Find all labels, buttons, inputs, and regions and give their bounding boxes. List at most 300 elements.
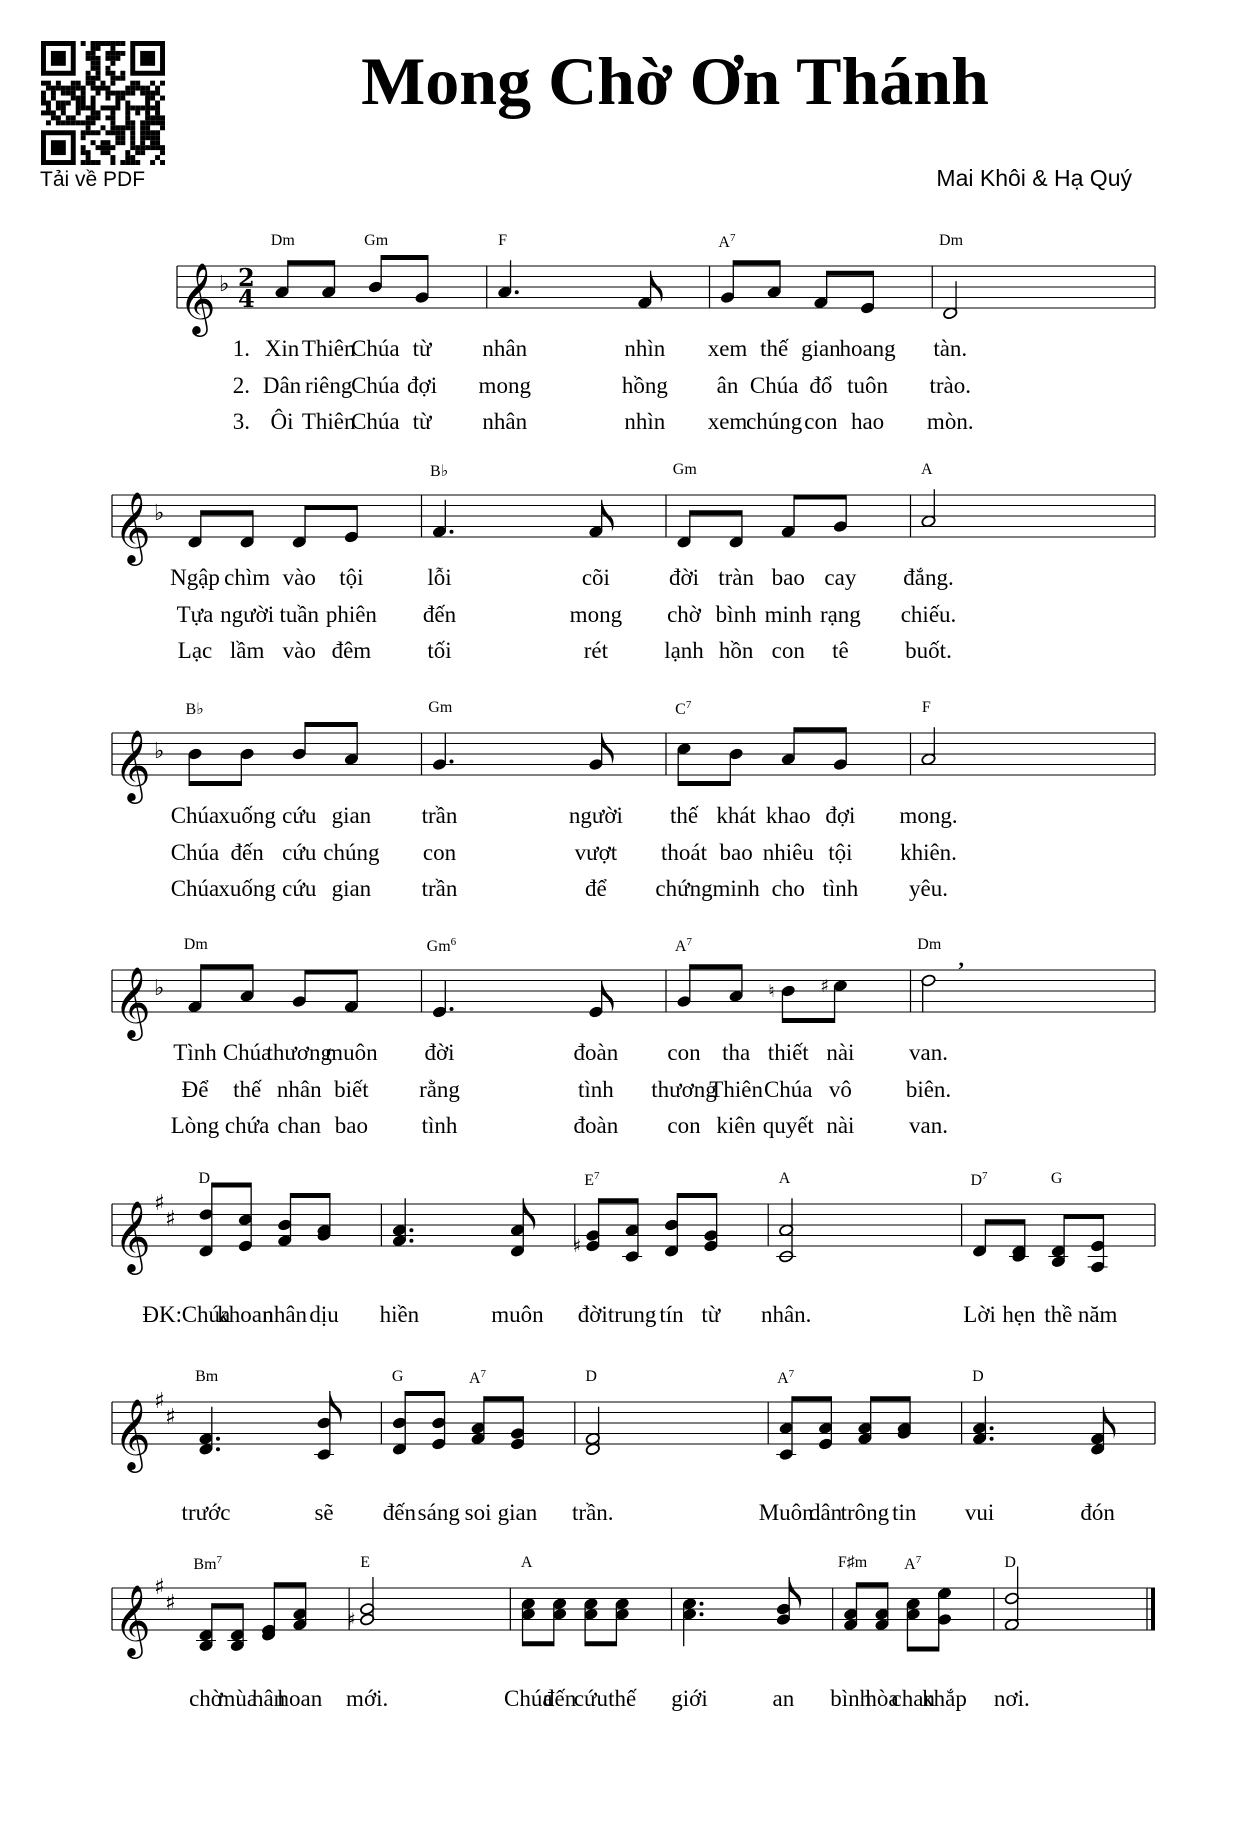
- treble-clef-icon: 𝄞: [114, 1397, 151, 1470]
- key-signature-flat-icon: ♭: [154, 739, 165, 764]
- lyric-syllable: cho: [771, 876, 805, 901]
- lyric-syllable: Chúa: [763, 1076, 813, 1102]
- lyric-syllable: tàn.: [933, 336, 968, 361]
- lyric-syllable: khiên.: [900, 839, 957, 865]
- key-signature-sharp-icon: ♯: [165, 1404, 176, 1430]
- lyric-syllable: hòa: [865, 1686, 899, 1711]
- beam: [794, 495, 846, 500]
- lyric-syllable: trần: [421, 876, 458, 901]
- lyric-syllable: từ: [701, 1302, 721, 1327]
- lyric-syllable: đợi: [825, 803, 856, 828]
- key-signature-flat-icon: ♭: [154, 976, 165, 1001]
- lyric-syllable: vượt: [574, 839, 618, 865]
- lyric-syllable: Chúa: [170, 876, 220, 901]
- lyric-syllable: tối: [427, 638, 452, 663]
- chord-root: Bm: [195, 1368, 219, 1385]
- lyric-syllable: dân: [808, 1500, 843, 1525]
- lyric-syllable: vào: [282, 638, 316, 663]
- lyric-syllable: chiếu.: [900, 601, 957, 627]
- chord-symbol: [430, 461, 448, 481]
- lyric-syllable: rét: [583, 638, 609, 663]
- lyric-syllable: từ: [412, 409, 432, 434]
- chord-root: E: [360, 1554, 371, 1571]
- chord-symbol: [675, 699, 691, 719]
- key-signature-flat-icon: ♭: [154, 501, 165, 526]
- lyric-syllable: Chúa: [181, 1302, 231, 1327]
- chord-root: A: [468, 1370, 481, 1387]
- lyric-syllable: chờ: [189, 1686, 223, 1711]
- lyric-syllable: hoan: [277, 1686, 323, 1711]
- lyric-syllable: xuống: [218, 803, 276, 828]
- lyric-syllable: chứng: [655, 876, 713, 901]
- beam: [856, 1582, 887, 1587]
- chord-extension: 7: [480, 1368, 487, 1380]
- chord-root: F: [498, 232, 507, 249]
- lyric-syllable: Muôn: [758, 1500, 814, 1525]
- lyric-syllable: cứu: [282, 839, 317, 865]
- beam: [677, 1193, 716, 1198]
- beam: [305, 970, 357, 975]
- lyric-syllable: đến: [543, 1686, 577, 1711]
- lyric-syllable: Lạc: [177, 638, 213, 663]
- chord-root: Dm: [917, 936, 942, 953]
- chord-symbol: [585, 1368, 597, 1386]
- beam: [690, 510, 742, 515]
- chord-root: F: [921, 699, 931, 716]
- chord-extension: 7: [686, 936, 692, 948]
- song-title: Mong Chờ Ơn Thánh: [361, 43, 989, 119]
- lyric-syllable: dịu: [309, 1302, 339, 1327]
- beam: [1064, 1214, 1103, 1219]
- lyric-syllable: thế: [669, 803, 699, 828]
- lyric-syllable: hiền: [379, 1302, 420, 1327]
- dot: [409, 1239, 413, 1243]
- lyric-syllable: tình: [421, 1113, 458, 1138]
- flag: [789, 1577, 801, 1609]
- lyric-syllable: thế: [760, 336, 789, 361]
- lyric-syllable: chìm: [224, 565, 271, 590]
- chord-extension: 7: [982, 1170, 988, 1182]
- lyric-syllable: giới: [671, 1686, 708, 1711]
- chord-symbol: [469, 1368, 486, 1388]
- lyric-syllable: van.: [909, 1040, 948, 1065]
- lyric-syllable: đời: [668, 565, 700, 590]
- chord-symbol: [360, 1554, 370, 1572]
- lyric-syllable: hao: [850, 409, 885, 434]
- chord-root: Gm: [428, 699, 453, 716]
- chord-symbol: [271, 232, 295, 250]
- chord-symbol: [838, 1554, 867, 1572]
- lyric-syllable: nài: [826, 1113, 855, 1138]
- lyric-syllable: Chúa: [351, 409, 400, 434]
- dot: [700, 1612, 704, 1616]
- lyric-syllable: từ: [412, 336, 432, 361]
- chord-symbol: [364, 232, 388, 250]
- lyric-syllable: lầm: [229, 638, 265, 663]
- chord-symbol: [1051, 1170, 1063, 1188]
- lyric-syllable: đoàn: [573, 1113, 619, 1138]
- beam: [871, 1396, 910, 1401]
- chord-root: A: [904, 1556, 916, 1573]
- lyric-syllable: đêm: [331, 638, 372, 663]
- lyric-syllable: Thiên: [301, 409, 356, 434]
- lyric-syllable: thế: [608, 1686, 637, 1711]
- lyric-syllable: thế: [233, 1076, 262, 1102]
- chord-extension: 7: [729, 232, 736, 244]
- chord-symbol: [186, 699, 204, 719]
- chord-symbol: [777, 1368, 794, 1388]
- chord-root: A: [520, 1554, 533, 1571]
- chord-symbol: [498, 232, 507, 250]
- lyric-syllable: gian: [331, 876, 372, 901]
- lyric-syllable: đến: [422, 601, 457, 627]
- chord-symbol: [427, 936, 457, 956]
- lyric-syllable: rằng: [419, 1076, 460, 1102]
- chord-root: D: [585, 1368, 597, 1385]
- chord-root: A: [778, 1170, 791, 1187]
- lyric-syllable: bao: [771, 565, 805, 590]
- chord-symbol: [1004, 1554, 1016, 1572]
- lyric-syllable: Để: [181, 1076, 209, 1102]
- chord-root: F♯m: [837, 1554, 868, 1571]
- lyric-syllable: đổ: [809, 372, 833, 398]
- lyric-syllable: bao: [334, 1113, 368, 1138]
- staff-system: [177, 255, 1155, 337]
- lyric-syllable: thương: [651, 1076, 717, 1102]
- chord-extension: 7: [685, 699, 692, 711]
- lyric-syllable: hồng: [621, 372, 668, 398]
- lyric-syllable: tình: [577, 1076, 614, 1102]
- chord-symbol: [718, 232, 735, 252]
- lyric-syllable: thề: [1044, 1302, 1073, 1327]
- lyric-syllable: con: [422, 839, 457, 865]
- accidental-icon: ♯: [820, 975, 830, 997]
- lyric-syllable: bình: [715, 601, 757, 627]
- dot: [450, 530, 454, 534]
- lyric-syllable: Chúa: [351, 372, 400, 398]
- treble-clef-icon: 𝄞: [114, 965, 151, 1038]
- chord-extension: 7: [788, 1368, 795, 1380]
- chord-root: B♭: [430, 463, 449, 480]
- key-signature-flat-icon: ♭: [219, 272, 230, 297]
- lyric-syllable: chan: [891, 1686, 935, 1711]
- lyric-syllable: sẽ: [314, 1500, 334, 1525]
- lyric-syllable: đến: [230, 839, 264, 865]
- lyric-syllable: thoát: [661, 839, 707, 865]
- lyric-syllable: tràn: [718, 565, 755, 590]
- chord-root: A: [718, 234, 730, 251]
- beam: [484, 1396, 523, 1401]
- chord-root: D: [970, 1172, 983, 1189]
- lyric-syllable: yêu.: [909, 876, 948, 901]
- lyric-syllable: trào.: [929, 372, 972, 398]
- lyric-syllable: Tựa: [176, 601, 214, 627]
- lyric-syllable: gian: [801, 336, 841, 361]
- lyric-syllable: Dân: [262, 372, 302, 398]
- lyric-syllable: Tình: [173, 1040, 217, 1065]
- lyric-syllable: minh: [764, 601, 812, 627]
- beam: [201, 510, 253, 515]
- verse-label: 1.: [232, 336, 250, 361]
- chord-extension: 7: [216, 1554, 223, 1566]
- lyric-syllable: quyết: [762, 1113, 814, 1138]
- lyric-syllable: riêng: [305, 372, 353, 398]
- dot: [216, 1437, 220, 1441]
- beam: [291, 1193, 330, 1198]
- lyric-syllable: đời: [424, 1040, 455, 1065]
- lyric-syllable: đoàn: [573, 1040, 619, 1065]
- staff-system: [112, 1567, 1155, 1660]
- flag: [602, 980, 614, 1012]
- beam: [212, 1183, 251, 1188]
- lyric-syllable: chứa: [224, 1113, 270, 1138]
- chord-root: Gm: [426, 938, 451, 955]
- lyric-syllable: đắng.: [903, 565, 954, 590]
- lyric-syllable: mới.: [346, 1686, 389, 1711]
- chord-root: D: [1004, 1554, 1016, 1571]
- chord-root: Gm: [672, 461, 697, 478]
- lyric-syllable: chúng: [323, 839, 380, 865]
- chord-symbol: [917, 936, 941, 954]
- lyric-syllable: kiên: [716, 1113, 756, 1138]
- chord-symbol: [939, 232, 963, 250]
- lyric-syllable: Thiên: [709, 1076, 763, 1102]
- beam: [305, 722, 357, 727]
- lyric-syllable: mong: [569, 601, 623, 627]
- beam: [405, 1391, 444, 1396]
- chord-symbol: [970, 1170, 987, 1190]
- lyric-syllable: chan: [277, 1113, 321, 1138]
- lyric-syllable: gian: [331, 803, 372, 828]
- chord-root: C: [675, 701, 686, 718]
- chord-root: A: [921, 461, 933, 478]
- lyric-syllable: gian: [497, 1500, 538, 1525]
- lyric-syllable: Chúa: [170, 839, 220, 865]
- chord-symbol: [193, 1554, 222, 1574]
- treble-clef-icon: 𝄞: [114, 1199, 151, 1272]
- verse-label: 3.: [232, 409, 250, 434]
- lyric-syllable: nhân: [482, 409, 528, 434]
- lyric-syllable: van.: [909, 1113, 948, 1138]
- staff-system: [112, 1183, 1155, 1276]
- final-barline: [1151, 1588, 1155, 1630]
- lyric-syllable: xem: [707, 336, 748, 361]
- dot: [450, 760, 454, 764]
- chord-symbol: [584, 1170, 599, 1190]
- chord-extension: 7: [593, 1170, 600, 1182]
- lyric-syllable: cứu: [282, 876, 317, 901]
- beam: [985, 1219, 1024, 1224]
- chord-root: A: [777, 1370, 789, 1387]
- chord-symbol: [675, 936, 692, 956]
- lyric-syllable: khắp: [922, 1686, 967, 1711]
- lyric-syllable: tình: [822, 876, 859, 901]
- lyric-syllable: nhân: [262, 1302, 308, 1327]
- chord-extension: 7: [915, 1554, 922, 1566]
- chord-root: G: [391, 1368, 404, 1385]
- beam: [599, 1198, 638, 1203]
- lyric-syllable: cay: [824, 565, 857, 590]
- lyric-syllable: Ôi: [270, 409, 294, 434]
- lyric-syllable: đón: [1080, 1500, 1115, 1525]
- lyric-syllable: nhiêu: [762, 839, 814, 865]
- lyric-syllable: mòn.: [926, 409, 974, 434]
- lyric-syllable: rạng: [819, 601, 861, 627]
- lyric-syllable: con: [667, 1113, 701, 1138]
- lyric-syllable: nhân.: [760, 1302, 812, 1327]
- lyric-syllable: tha: [722, 1040, 751, 1065]
- lyric-syllable: trông: [840, 1500, 890, 1525]
- time-signature: 2: [238, 263, 255, 292]
- beam: [288, 260, 335, 265]
- accidental-icon: ♯: [347, 1609, 356, 1631]
- beam: [274, 1582, 305, 1587]
- chord-symbol: [921, 461, 933, 479]
- beam: [907, 1647, 938, 1652]
- lyric-syllable: cứu: [282, 803, 317, 828]
- lyric-syllable: lỗi: [427, 565, 452, 590]
- lyric-syllable: ân: [716, 372, 739, 398]
- chord-root: Dm: [183, 936, 208, 953]
- lyric-syllable: hồn: [718, 638, 754, 663]
- chord-symbol: [199, 1170, 211, 1188]
- beam: [733, 260, 780, 265]
- lyric-syllable: chúng: [746, 409, 803, 434]
- lyric-syllable: con: [804, 409, 838, 434]
- dot: [990, 1437, 994, 1441]
- beam: [585, 1641, 616, 1646]
- lyric-syllable: Chúa: [749, 372, 799, 398]
- lyric-syllable: hân: [251, 1686, 286, 1711]
- lyric-syllable: nài: [826, 1040, 855, 1065]
- lyric-syllable: phiên: [325, 601, 377, 627]
- lyric-syllable: trước: [181, 1500, 231, 1525]
- staff-system: [112, 1389, 1155, 1473]
- key-signature-sharp-icon: ♯: [165, 1206, 176, 1232]
- flag: [602, 733, 614, 765]
- lyric-syllable: muôn: [325, 1040, 378, 1065]
- dot: [216, 1447, 220, 1451]
- lyric-syllable: người: [568, 803, 623, 828]
- treble-clef-icon: 𝄞: [114, 728, 151, 801]
- lyric-syllable: tê: [832, 638, 849, 663]
- key-signature-sharp-icon: ♯: [165, 1590, 176, 1616]
- lyric-syllable: Lòng: [170, 1113, 220, 1138]
- lyric-syllable: cõi: [581, 565, 610, 590]
- lyric-syllable: trung: [607, 1302, 657, 1327]
- lyric-syllable: tin: [892, 1500, 917, 1525]
- lyric-syllable: biên.: [905, 1076, 952, 1102]
- chord-root: Gm: [364, 232, 389, 249]
- lyric-syllable: nhân: [482, 336, 528, 361]
- lyric-syllable: bao: [719, 839, 753, 865]
- lyric-syllable: thiết: [767, 1040, 809, 1065]
- dot: [450, 1007, 454, 1011]
- dot: [515, 290, 519, 294]
- chord-symbol: [195, 1368, 218, 1386]
- lyric-syllable: nhân: [276, 1076, 322, 1102]
- lyric-syllable: an: [772, 1686, 795, 1711]
- lyric-syllable: nơi.: [993, 1686, 1030, 1711]
- chord-root: Bm: [193, 1556, 217, 1573]
- dot: [990, 1426, 994, 1430]
- lyric-syllable: người: [220, 601, 275, 627]
- lyric-syllable: khoan: [217, 1302, 274, 1327]
- beam: [792, 1396, 831, 1401]
- chord-symbol: [922, 699, 931, 717]
- lyric-syllable: mùa: [217, 1686, 258, 1711]
- beam: [678, 781, 730, 786]
- chord-root: D: [198, 1170, 211, 1187]
- breath-mark-icon: ,: [958, 946, 964, 971]
- chord-root: E: [584, 1172, 594, 1189]
- chord-extension: 6: [450, 936, 457, 948]
- lyric-syllable: để: [585, 876, 607, 901]
- chord-symbol: [184, 936, 208, 954]
- chord-symbol: [521, 1554, 533, 1572]
- lyric-syllable: tín: [659, 1302, 684, 1327]
- staff-system: [112, 946, 1155, 1041]
- chord-root: D: [972, 1368, 984, 1385]
- lyric-syllable: hẹn: [1002, 1302, 1036, 1327]
- lyric-syllable: xuống: [218, 876, 276, 901]
- lyric-syllable: cứu: [573, 1686, 608, 1711]
- lyric-syllable: bình: [830, 1686, 872, 1711]
- lyric-syllable: Thiên: [301, 336, 356, 361]
- lyric-syllable: tuôn: [847, 372, 889, 398]
- lyric-syllable: chờ: [667, 601, 701, 627]
- chord-symbol: [904, 1554, 921, 1574]
- lyric-syllable: xem: [707, 409, 748, 434]
- lyric-syllable: Ngập: [170, 565, 220, 590]
- lyric-syllable: con: [771, 638, 805, 663]
- dot: [409, 1228, 413, 1232]
- treble-clef-icon: 𝄞: [179, 261, 216, 334]
- lyric-syllable: khao: [765, 803, 811, 828]
- download-pdf-link[interactable]: Tải về PDF: [40, 168, 146, 191]
- lyric-syllable: tội: [828, 839, 853, 865]
- chord-symbol: [972, 1368, 984, 1386]
- flag: [330, 1391, 342, 1423]
- staff-system: [112, 489, 1155, 566]
- lyric-syllable: đến: [382, 1500, 416, 1525]
- lyric-syllable: Lời: [963, 1302, 996, 1327]
- accidental-icon: ♮: [768, 981, 775, 1002]
- lyric-syllable: trần.: [572, 1500, 614, 1525]
- lyric-syllable: mong: [478, 372, 531, 398]
- lyric-syllable: Chúa: [351, 336, 400, 361]
- lyric-syllable: muôn: [491, 1302, 544, 1327]
- chord-root: A: [674, 938, 687, 955]
- key-signature-sharp-icon: ♯: [154, 1191, 165, 1216]
- lyric-syllable: sáng: [417, 1500, 460, 1525]
- accidental-icon: ♯: [572, 1236, 582, 1257]
- lyric-syllable: soi: [464, 1500, 492, 1525]
- lyric-syllable: Chúa: [170, 803, 220, 828]
- lyric-syllable: thương: [266, 1040, 333, 1065]
- lyric-syllable: đợi: [407, 372, 438, 398]
- chord-root: G: [1050, 1170, 1063, 1187]
- chord-symbol: [673, 461, 697, 479]
- dot: [700, 1602, 704, 1606]
- lyric-syllable: minh: [712, 876, 760, 901]
- lyric-syllable: vui: [964, 1500, 995, 1525]
- lyric-syllable: vô: [828, 1076, 852, 1102]
- verse-label: 2.: [232, 372, 250, 398]
- beam: [827, 271, 874, 276]
- beam: [782, 1018, 834, 1023]
- treble-clef-icon: 𝄞: [114, 490, 151, 563]
